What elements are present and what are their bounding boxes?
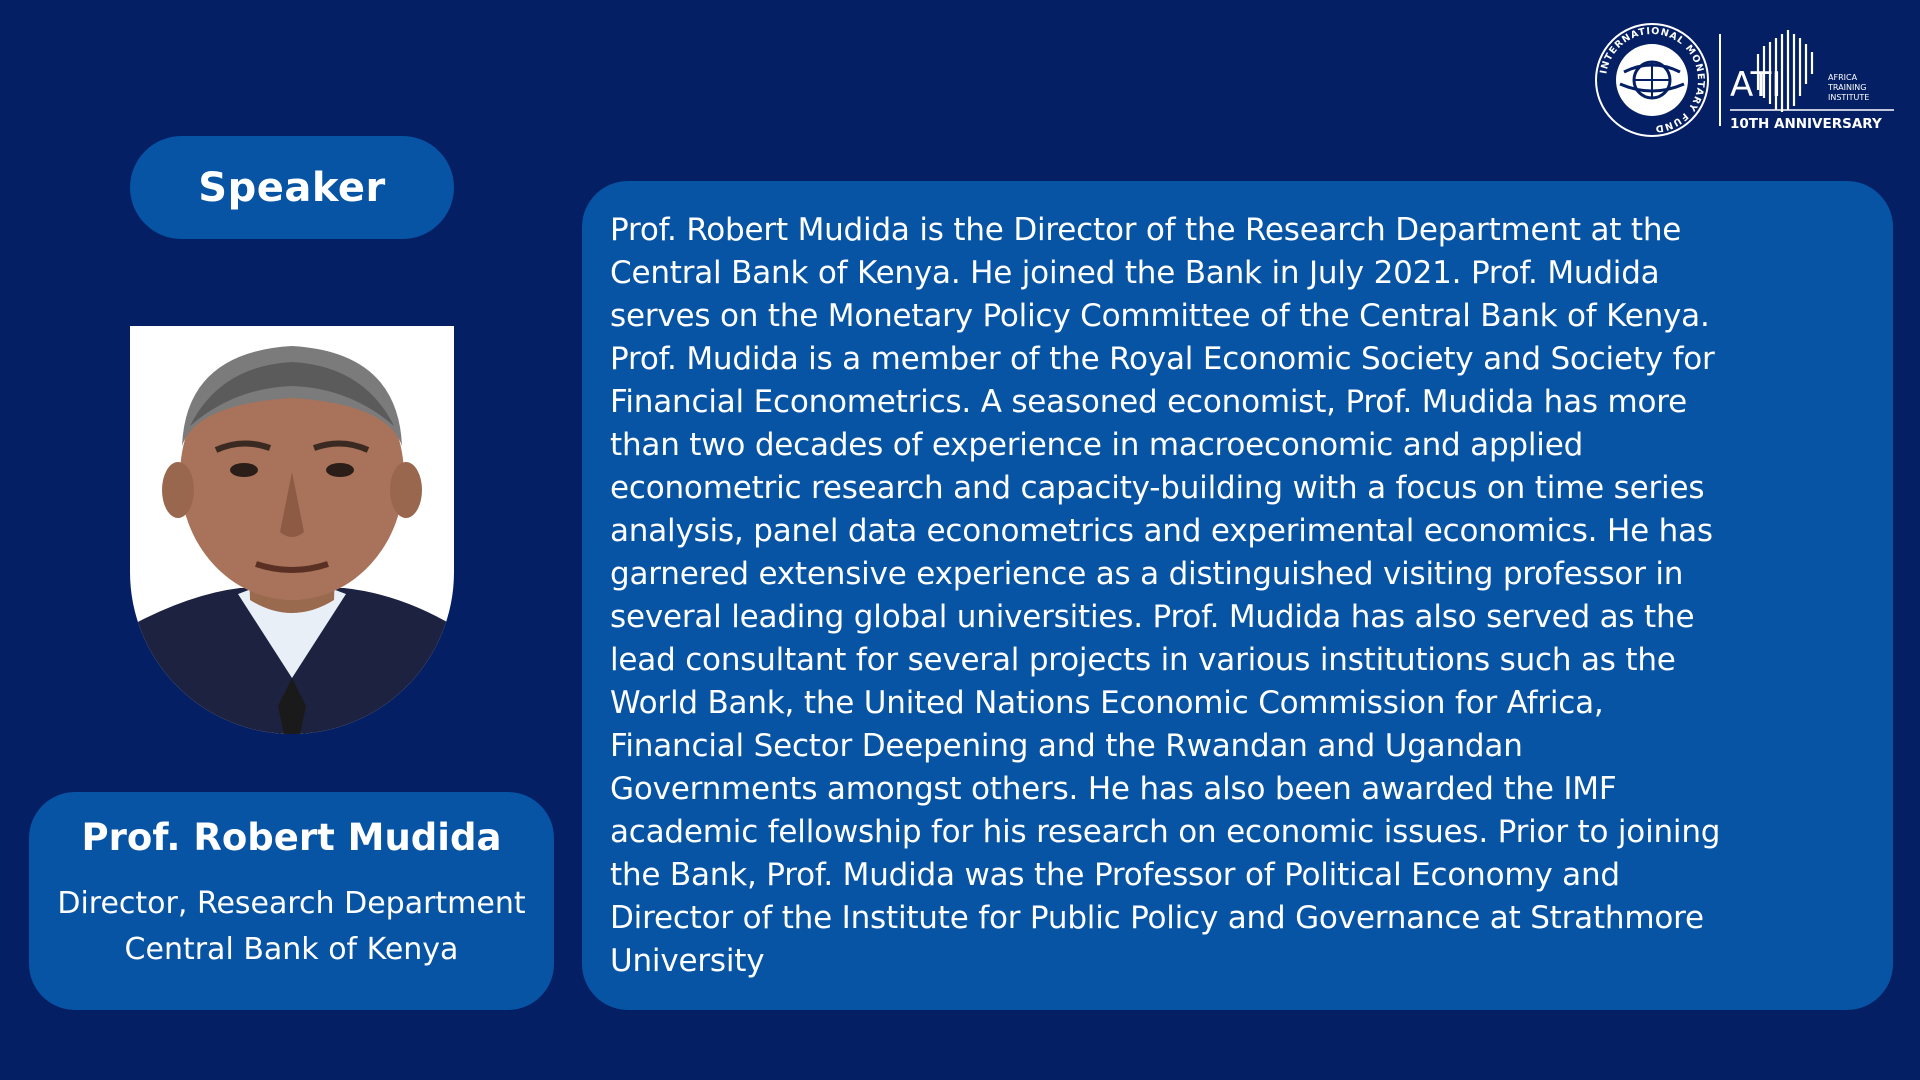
biography-text: Prof. Robert Mudida is the Director of the Research Department at the Central Bank of Kenya. He joined the Bank in July 2021. Prof. Mudida serves on the Monetary Policy Committee of the Central Bank of Kenya. Prof. Mudida is a member of the Royal Economic Society and Society for Financial Econometrics. A seasoned economist, Prof. Mudida has more than two decades of experience in macroeconomic and applied econometric research and capacity-building with a focus on time series analysis, panel data econometrics and experimental economics. He has garnered extensive experience as a distinguished visiting professor in several leading global universities. Prof. Mudida has also served as the lead consultant for several projects in various institutions such as the World Bank, the United Nations Economic Commission for Africa, Financial Sector Deepening and the Rwandan and Ugandan Governments amongst others. He has also been awarded the IMF academic fellowship for his research on economic issues. Prior to joining the Bank, Prof. Mudida was the Professor of Political Economy and Director of the Institute for Public Policy and Governance at Strathmore University (610, 212, 1721, 979)
speaker-label: Speaker (198, 164, 386, 211)
logo-divider (1719, 34, 1721, 126)
speaker-info-card (29, 792, 554, 1010)
imf-seal-text: INTERNATIONAL MONETARY FUND (1598, 25, 1707, 135)
ati-subtitle-2: TRAINING (1828, 83, 1867, 92)
biography-card (582, 181, 1893, 1010)
ati-text: ATI (1730, 65, 1782, 105)
speaker-organization: Central Bank of Kenya (124, 932, 459, 967)
speaker-name: Prof. Robert Mudida (81, 816, 502, 859)
ati-subtitle-1: AFRICA (1828, 73, 1858, 82)
speaker-photo (130, 326, 454, 734)
ati-subtitle-3: INSTITUTE (1828, 93, 1870, 102)
partner-logos (1590, 22, 1900, 138)
ati-logo-icon (1728, 24, 1898, 136)
imf-seal-icon (1594, 22, 1710, 138)
anniversary-text: 10TH ANNIVERSARY (1730, 116, 1882, 132)
speaker-portrait (130, 326, 454, 734)
speaker-title: Director, Research Department (57, 886, 526, 921)
speaker-badge (130, 136, 454, 239)
